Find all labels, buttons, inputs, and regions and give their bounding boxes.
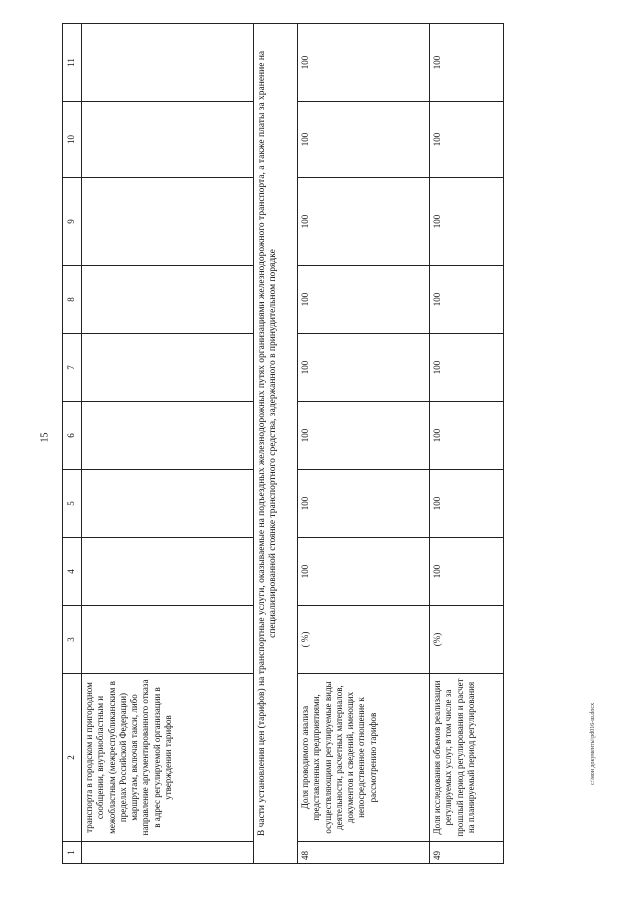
value-cell: 100	[298, 538, 430, 606]
column-header: 3	[63, 606, 82, 674]
column-header: 10	[63, 102, 82, 178]
value-cell	[82, 178, 254, 266]
value-cell: 100	[430, 470, 504, 538]
indicators-table	[62, 23, 504, 864]
unit-cell	[82, 606, 254, 674]
value-cell: 100	[298, 102, 430, 178]
unit-cell: (%)	[430, 606, 504, 674]
row-number: 49	[430, 842, 504, 864]
value-cell: 100	[430, 266, 504, 334]
value-cell	[82, 334, 254, 402]
value-cell: 100	[298, 402, 430, 470]
section-heading: В части установления цен (тарифов) на транспортные услуги, оказываемые на подъездных железнодорожных путях организациями железнодорожного транспорта, а также платы за хранение на специализированной стоянке транспортного средства, задержанного в принудительном порядке	[254, 24, 298, 864]
table-row	[82, 24, 254, 864]
value-cell	[82, 538, 254, 606]
column-header: 2	[63, 674, 82, 842]
column-header: 7	[63, 334, 82, 402]
value-cell: 100	[430, 402, 504, 470]
value-cell	[82, 24, 254, 102]
value-cell: 100	[430, 102, 504, 178]
column-header: 8	[63, 266, 82, 334]
value-cell	[82, 402, 254, 470]
row-number: 48	[298, 842, 430, 864]
table-row	[298, 24, 430, 864]
value-cell: 100	[298, 266, 430, 334]
value-cell	[82, 470, 254, 538]
column-header: 11	[63, 24, 82, 102]
value-cell: 100	[298, 178, 430, 266]
column-header: 1	[63, 842, 82, 864]
value-cell: 100	[430, 334, 504, 402]
file-path: c:\мои документы\pd016-ш.docx	[590, 702, 596, 785]
row-number	[82, 842, 254, 864]
value-cell: 100	[298, 334, 430, 402]
header-row	[63, 24, 82, 864]
section-row	[254, 24, 298, 864]
value-cell: 100	[298, 470, 430, 538]
value-cell: 100	[430, 24, 504, 102]
indicator-name: Доля исследования объемов реализации регулируемых услуг, в том числе за прошлый период регулирования и расчет на планируемый период регулирования	[430, 674, 504, 842]
value-cell: 100	[430, 178, 504, 266]
table-row	[430, 24, 504, 864]
value-cell	[82, 102, 254, 178]
indicator-name: транспорта в городском и пригородном сообщении, внутриобластным и межобластным (межреспубликанским в пределах Российской Федерации) маршрутам, включая такси, либо направление аргументированного отказа в адрес регулируемой организации в утверждении тарифов	[82, 674, 254, 842]
value-cell: 100	[298, 24, 430, 102]
column-header: 5	[63, 470, 82, 538]
unit-cell: ( %)	[298, 606, 430, 674]
rotated-table-container	[62, 24, 512, 864]
value-cell: 100	[430, 538, 504, 606]
column-header: 6	[63, 402, 82, 470]
column-header: 4	[63, 538, 82, 606]
indicator-name: Доля проводимого анализа представленных предприятиями, осуществляющими регулируемые виды деятельности, расчетных материалов, документов и сведений, имеющих непосредственное отношение к рассмотрению тарифов	[298, 674, 430, 842]
page-number: 15	[39, 432, 51, 443]
value-cell	[82, 266, 254, 334]
column-header: 9	[63, 178, 82, 266]
